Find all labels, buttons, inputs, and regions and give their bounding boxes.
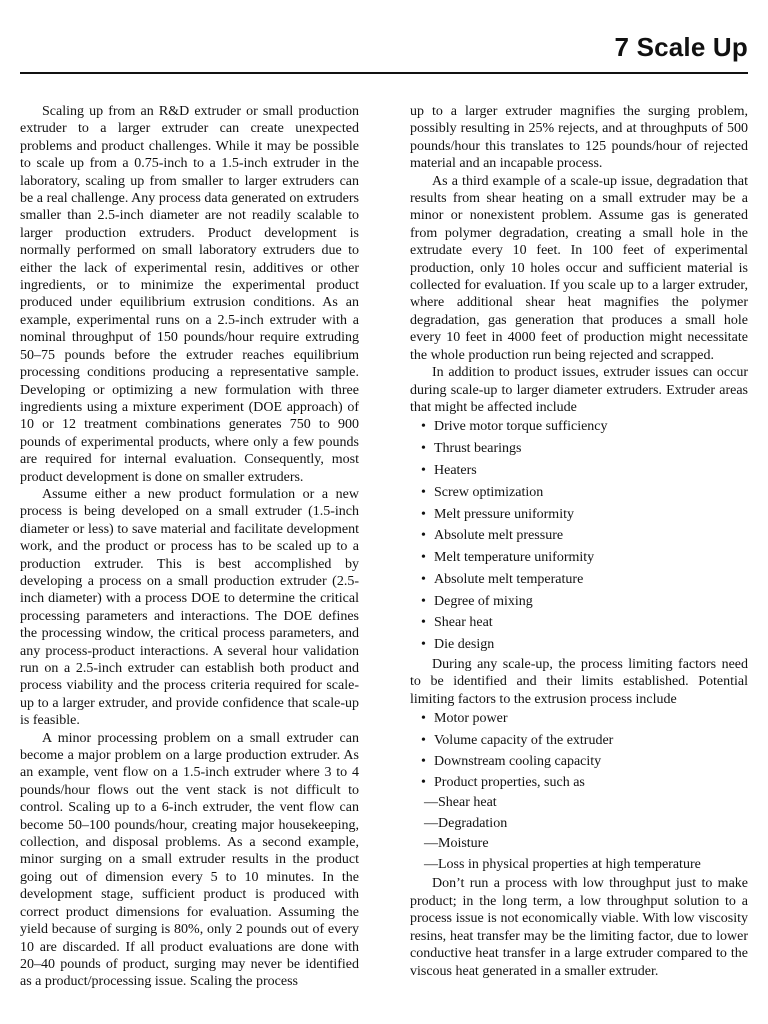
sub-list-item: — Loss in physical properties at high temperature (424, 855, 748, 876)
sub-list-item: — Moisture (424, 834, 748, 855)
chapter-title: 7 Scale Up (614, 32, 748, 62)
product-properties-list (410, 793, 748, 875)
list-item: • Screw optimization (434, 482, 748, 504)
paragraph: Assume either a new product formulation or a new process is being developed on a small extruder (1.5-inch diameter or less) to save material and facilitate development work, and the product or process has to be scaled up to a production extruder. This is best accomplished by developing a process on a small production extruder (2.5-inch diameter) with a process DOE to determine the critical processing parameters and interactions. The DOE defines the processing window, the critical process parameters, and any process-product interactions. A several hour validation run on a 2.5-inch extruder can establish both product and process viability and the process criteria required for scale-up to a larger extruder, and provide confidence that scale-up is feasible. (20, 486, 359, 729)
list-item: • Drive motor torque sufficiency (434, 416, 748, 438)
list-item: • Absolute melt pressure (434, 525, 748, 547)
paragraph: A minor processing problem on a small extruder can become a major problem on a large production extruder. As an example, vent flow on a 1.5-inch extruder where 3 to 4 pounds/hour flows out the vent stack is not difficult to control. Scaling up to a 6-inch extruder, the vent flow can become 50–100 pounds/hour, creating major housekeeping, collection, and disposal problems. As a second example, minor surging on a small extruder results in the product going out of dimension every 5 to 10 minutes. In the development stage, sufficient product is produced with correct product dimensions for evaluation. Assuming the yield because of surging is 80%, only 2 pounds out of every 10 are discarded. If all product evaluations are done with 20–40 pounds of product, surging may never be identified as a product/processing issue. Scaling the process (20, 730, 359, 990)
list-item: • Volume capacity of the extruder (434, 730, 748, 751)
paragraph: As a third example of a scale-up issue, degradation that results from shear heating on a small extruder may be a minor or nonexistent problem. Assume gas is generated from polymer degradation, creating a small hole in the extrudate every 10 feet. In 100 feet of experimental production, only 10 holes occur and sufficient material is collected for evaluation. If you scale up to a larger extruder, where additional shear heat magnifies the polymer degradation, gas generation that produces a small hole every 10 feet in 4000 feet of production might necessitate the whole production run being rejected and scrapped. (410, 173, 748, 363)
extruder-areas-list (410, 416, 748, 656)
list-item: • Shear heat (434, 612, 748, 634)
list-item: • Downstream cooling capacity (434, 751, 748, 772)
paragraph: During any scale-up, the process limiting factors need to be identified and their limits established. Potential limiting factors to the extrusion process include (410, 657, 748, 707)
list-item: • Degree of mixing (434, 591, 748, 613)
paragraph: In addition to product issues, extruder issues can occur during scale-up to larger diameter extruders. Extruder areas that might be affected include (410, 365, 748, 415)
list-item: • Heaters (434, 460, 748, 482)
left-column (20, 103, 359, 991)
paragraph: Don’t run a process with low throughput just to make product; in the long term, a low throughput solution to a process issue is not economically viable. With low viscosity resins, heat transfer may be the limiting factor, due to lower conductive heat transfer in a large extruder compared to the viscous heat generated in a smaller extruder. (410, 876, 748, 979)
list-item: • Motor power (434, 708, 748, 729)
list-item: • Absolute melt temperature (434, 569, 748, 591)
list-item: • Thrust bearings (434, 438, 748, 460)
page-header (20, 28, 748, 74)
list-item: • Melt temperature uniformity (434, 547, 748, 569)
sub-list-item: — Shear heat (424, 793, 748, 814)
paragraph-continuation: up to a larger extruder magnifies the surging problem, possibly resulting in 25% rejects, and at throughputs of 500 pounds/hour this translates to 125 pounds/hour of rejected material and an incapable process. (410, 104, 748, 172)
list-item: • Die design (434, 634, 748, 656)
limiting-factors-list (410, 708, 748, 793)
list-item: • Melt pressure uniformity (434, 504, 748, 526)
sub-list-item: — Degradation (424, 814, 748, 835)
right-column (410, 103, 748, 980)
list-item: • Product properties, such as (434, 772, 748, 793)
paragraph: Scaling up from an R&D extruder or small production extruder to a larger extruder can create unexpected problems and product challenges. While it may be possible to scale up from a 0.75-inch to a 1.5-inch extruder in the laboratory, scaling up from smaller to larger extruders can be a real challenge. Any process data generated on extruders smaller than 2.5-inch diameter are not readily scalable to larger production extruders. Product development is normally performed on small laboratory extruders due to either the lack of experimental resin, additives or other ingredients, or to minimize the experimental product produced under equilibrium extrusion conditions. As an example, experimental runs on a 2.5-inch extruder with a nominal throughput of 150 pounds/hour require extruding 50–75 pounds before the extruder reaches equilibrium processing conditions producing a representative sample. Developing or optimizing a new formulation with three ingredients using a mixture experiment (DOE approach) of 10 or 12 treatment combinations generates 750 to 900 pounds of experimental products, where only a few pounds are required for internal evaluation. Consequently, most product development is done on smaller extruders. (20, 104, 359, 485)
